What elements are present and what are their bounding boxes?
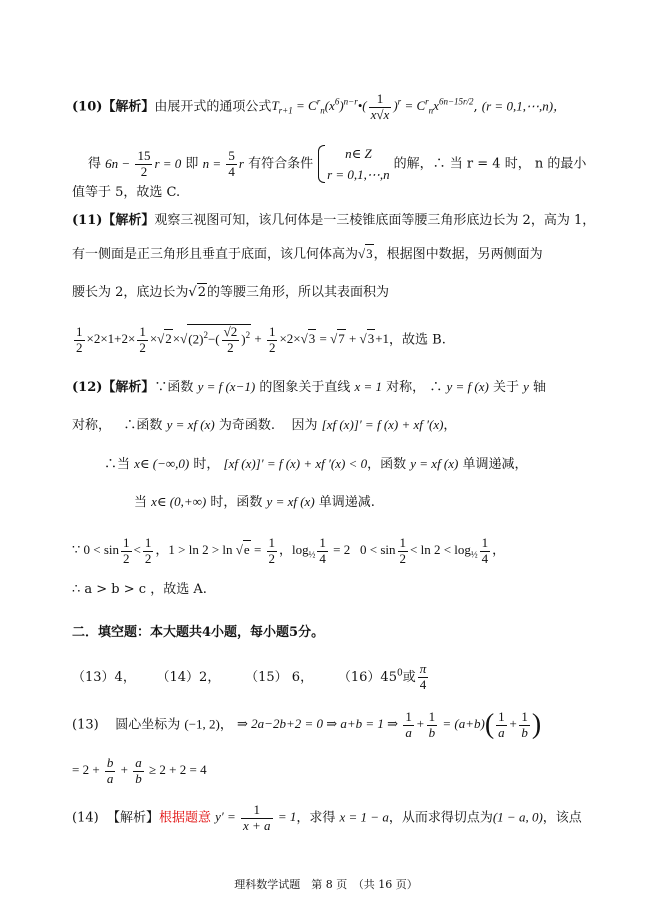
page-footer: 理科数学试题 第 8 页 （共 16 页） bbox=[234, 878, 418, 891]
p10-cond: 有符合条件 bbox=[248, 156, 314, 172]
s13-t1a: 圆心坐标为 bbox=[115, 717, 181, 733]
p11-tag: 【解析】 bbox=[102, 213, 155, 228]
s14-t1c: ，从而求得切点为 bbox=[388, 810, 493, 826]
p10-formula: $T_{r+1}$ = $C^r_n(x^6)^{n-r}•$( $\frac{1}{x√x}$ )$^r = C^r_nx^{6n-15r/2}$ bbox=[271, 91, 474, 122]
s14-tag: 【解析】 bbox=[106, 810, 159, 826]
p11-line4 bbox=[72, 324, 446, 356]
p10-get: 得 bbox=[88, 156, 102, 172]
p11-line2 bbox=[72, 244, 543, 264]
p12-t1b: 的图象关于直线 bbox=[259, 380, 351, 395]
p12-t2c: 为奇函数. bbox=[218, 418, 275, 433]
p12-t1d: ∴ bbox=[429, 380, 443, 395]
p12-line6: ∴ a > b > c ，故选 A. bbox=[72, 582, 207, 597]
p12-t4c: 单调递减. bbox=[318, 495, 375, 510]
p12-t4b: 时，函数 bbox=[210, 495, 263, 510]
p10-line2 bbox=[88, 143, 586, 185]
p12-t4a: 当 bbox=[134, 495, 148, 510]
p11-text3a: 腰长为 2，底边长为 bbox=[72, 285, 189, 300]
p11-text3b: 的等腰三角形，所以其表面积为 bbox=[206, 285, 389, 300]
p12-t2b: ∴函数 bbox=[123, 418, 163, 433]
p11-end: ，故选 B. bbox=[389, 332, 446, 348]
p10-line3: 值等于 5，故选 C. bbox=[72, 185, 181, 200]
p12-ineq: ∵ 0 < sin $\frac{1}{2}$ < $\frac{1}{2}$ ，1 > ln 2 > ln √e = $\frac{1}{2}$ ，$\log_{\frac{1}{2}}$ $\frac{1}{4}$ = 2 0 < sin $\frac{1}{2}$ < $\ln 2 < \log_{\frac{1}{2}}$ $\frac{1}{4}$ ， bbox=[72, 535, 506, 566]
p10-r-range: (r = 0,1,⋯,n)， bbox=[481, 98, 567, 114]
p12-t3c: ，函数 bbox=[367, 457, 407, 472]
p12-t3b: 时， bbox=[193, 457, 220, 472]
p12-t2a: 对称， bbox=[72, 418, 112, 433]
answer-16-or: 或 bbox=[402, 669, 416, 685]
p10-end: 的解，∴ 当 r = 4 时， n 的最小 bbox=[393, 156, 587, 172]
answers-row: （13）4， （14）2， （15） 6， $(16)45^0$或 $\frac{\pi}{4}$ bbox=[72, 661, 427, 692]
p10-text1: 由展开式的通项公式 bbox=[154, 99, 272, 115]
p11-label: (11) bbox=[72, 213, 103, 228]
p12-t3a: ∴当 bbox=[104, 457, 131, 472]
p10-eq2: n = $\frac{5}{4}$ r bbox=[202, 148, 244, 180]
p12-line5 bbox=[72, 536, 505, 567]
p12-t1c: 对称， bbox=[386, 380, 426, 395]
p10-line1: (10)【解析】由展开式的通项公式$T_{r+1}$ = $C^r_n(x^6)^{n-r}•$( $\frac{1}{x√x}$ )$^r = C^r_nx^{6n-15r/2}$, (r = 0,1,⋯,n)， bbox=[72, 91, 567, 122]
p11-line1 bbox=[72, 212, 595, 230]
p12-line3: ∴当 x∈ (−∞,0) 时， [xf (x)]′ = f (x) + xf ′(x) < 0，函数 y = xf (x) 单调递减， bbox=[104, 456, 528, 472]
s13-line2: = 2 + $\frac{b}{a}$ + $\frac{a}{b}$ ≥ 2 + 2 = 4 bbox=[72, 755, 207, 786]
answer-16: （16） bbox=[337, 669, 381, 685]
s13-label: (13) bbox=[72, 717, 99, 733]
s14-t1b: ，求得 bbox=[296, 810, 336, 826]
s13-t1b: ， bbox=[219, 717, 233, 733]
s14-t1d: ，该点 bbox=[542, 810, 582, 826]
p10-eq1: 6n − $\frac{15}{2}$ r = 0 bbox=[105, 148, 182, 180]
section2-title: 二．填空题：本大题共4小题，每小题5分。 bbox=[72, 625, 325, 640]
s14-label: (14) bbox=[72, 810, 99, 826]
p11-text2b: ，根据图中数据，另两侧面为 bbox=[373, 247, 543, 262]
p12-t2d: 因为 bbox=[291, 418, 318, 433]
s13-line1: (13) 圆心坐标为 (−1, 2)， ⇒ 2a−2b+2 = 0 ⇒ a+b = 1 ⇒ $\frac{1}{a}$ + $\frac{1}{b}$ = (a+b)( $\frac{1}{a}$ + $\frac{1}{b}$ ) bbox=[72, 709, 542, 741]
p12-t1e: 关于 bbox=[492, 380, 519, 395]
p12-line1: (12)【解析】∵函数 y = f (x−1) 的图象关于直线 x = 1 对称， ∴ y = f (x) 关于 y 轴 bbox=[72, 379, 547, 395]
p11-text1: 观察三视图可知，该几何体是一三棱锥底面等腰三角形底边长为 2，高为 1， bbox=[154, 213, 596, 228]
p12-t1f: 轴 bbox=[533, 380, 547, 395]
p11-area-formula: $\frac{1}{2}$ ×2×1+2× $\frac{1}{2}$ $\times√2\times√(2)^2-$( $\frac{√2}{2}$ )$^2$ + $\frac{1}{2}$ ×2×√3 = √7 + √3+1 bbox=[76, 324, 390, 355]
answer-14: （14）2， bbox=[156, 669, 221, 685]
p12-t3d: 单调递减， bbox=[462, 457, 528, 472]
p12-t1a: ∵函数 bbox=[154, 380, 194, 395]
p10-label: (10) bbox=[72, 99, 103, 115]
p12-line4: 当 x∈ (0,+∞) 时，函数 y = xf (x) 单调递减. bbox=[134, 494, 375, 510]
p11-text2a: 有一侧面是正三角形且垂直于底面，该几何体高为 bbox=[72, 247, 359, 262]
p12-line2: 对称， ∴函数 y = xf (x) 为奇函数. 因为 [xf (x)]′ = f (x) + xf ′(x)， bbox=[72, 417, 457, 433]
p10-system: n∈ Z r = 0,1,⋯,n bbox=[317, 143, 390, 185]
s14-line1: (14) 【解析】根据题意 y′ = $\frac{1}{x + a}$ = 1，求得 x = 1 − a，从而求得切点为(1 − a, 0)，该点 bbox=[72, 802, 582, 833]
p12-tag: 【解析】 bbox=[102, 380, 155, 395]
p12-label: (12) bbox=[72, 380, 103, 395]
p11-line3 bbox=[72, 283, 389, 302]
p11-sqrt2: √2 bbox=[188, 285, 206, 300]
p11-sqrt3: √3 bbox=[358, 246, 373, 261]
answer-15: （15） 6， bbox=[245, 669, 314, 685]
p10-ji: 即 bbox=[185, 156, 199, 172]
answer-13: （13）4， bbox=[72, 669, 136, 685]
answer-16-val: 45 bbox=[380, 669, 397, 685]
s14-red-text: 根据题意 bbox=[158, 810, 211, 826]
p10-tag: 【解析】 bbox=[102, 99, 155, 115]
